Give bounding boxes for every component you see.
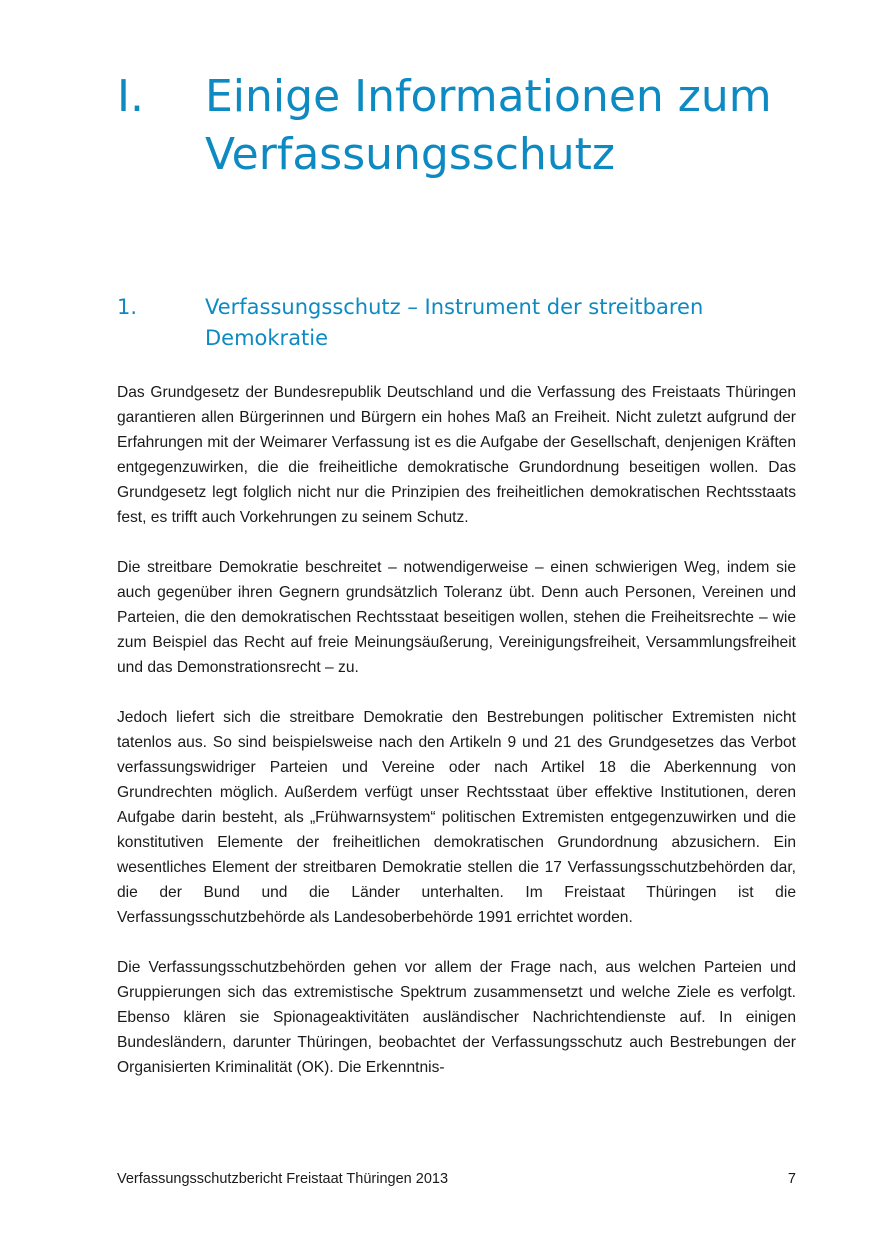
chapter-number: I.: [117, 71, 144, 122]
paragraph: Das Grundgesetz der Bundesrepublik Deutschland und die Verfassung des Freistaats Thüringen garantieren allen Bürgerinnen und Bürgern ein hohes Maß an Freiheit. Nicht zuletzt aufgrund der Erfahrungen mit der Weimarer Verfassung ist es die Aufgabe der Gesellschaft, denjenigen Kräften entgegenzuwirken, die die freiheitliche demokratische Grundordnung beseitigen wollen. Das Grundgesetz legt folglich nicht nur die Prinzipien des freiheitlichen demokratischen Rechtsstaats fest, es trifft auch Vorkehrungen zu seinem Schutz.: [117, 384, 796, 526]
paragraph: Die Verfassungsschutzbehörden gehen vor allem der Frage nach, aus welchen Parteien und Gruppierungen sich das extremistische Spektrum zusammensetzt und welche Ziele es verfolgt. Ebenso klären sie Spionageaktivitäten ausländischer Nachrichtendienste auf. In einigen Bundesländern, darunter Thüringen, beobachtet der Verfassungsschutz auch Bestrebungen der Organisierten Kriminalität (OK). Die Erkenntnis-: [117, 959, 796, 1076]
chapter-title: Einige Informationen zum Verfassungsschutz: [205, 71, 772, 180]
page-footer: [117, 1169, 796, 1189]
paragraph: Die streitbare Demokratie beschreitet – notwendigerweise – einen schwierigen Weg, indem sie auch gegenüber ihren Gegnern grundsätzlich Toleranz übt. Denn auch Personen, Vereinen und Parteien, die den demokratischen Rechtsstaat beseitigen wollen, stehen die Freiheitsrechte – wie zum Beispiel das Recht auf freie Meinungsäußerung, Vereinigungsfreiheit, Versammlungsfreiheit und das Demonstrationsrecht – zu.: [117, 559, 796, 676]
body-text: [117, 380, 796, 1105]
chapter-heading: [117, 68, 817, 184]
section-number: 1.: [117, 295, 138, 319]
page-number: 7: [787, 1171, 796, 1187]
footer-publication-title: Verfassungsschutzbericht Freistaat Thüringen 2013: [117, 1171, 449, 1187]
section-heading: [117, 292, 807, 354]
section-title: Verfassungsschutz – Instrument der streitbaren Demokratie: [205, 295, 704, 350]
paragraph: Jedoch liefert sich die streitbare Demokratie den Bestrebungen politischer Extremisten nicht tatenlos aus. So sind beispielsweise nach den Artikeln 9 und 21 des Grundgesetzes das Verbot verfassungswidriger Parteien und Vereine oder nach Artikel 18 die Aberkennung von Grundrechten möglich. Außerdem verfügt unser Rechtsstaat über effektive Institutionen, deren Aufgabe darin besteht, als „Frühwarnsystem“ politischen Extremisten entgegenzuwirken und die konstitutiven Elemente der freiheitlichen demokratischen Grundordnung abzusichern. Ein wesentliches Element der streitbaren Demokratie stellen die 17 Verfassungsschutzbehörden dar, die der Bund und die Länder unterhalten. Im Freistaat Thüringen ist die Verfassungsschutzbehörde als Landesoberbehörde 1991 errichtet worden.: [117, 709, 796, 926]
